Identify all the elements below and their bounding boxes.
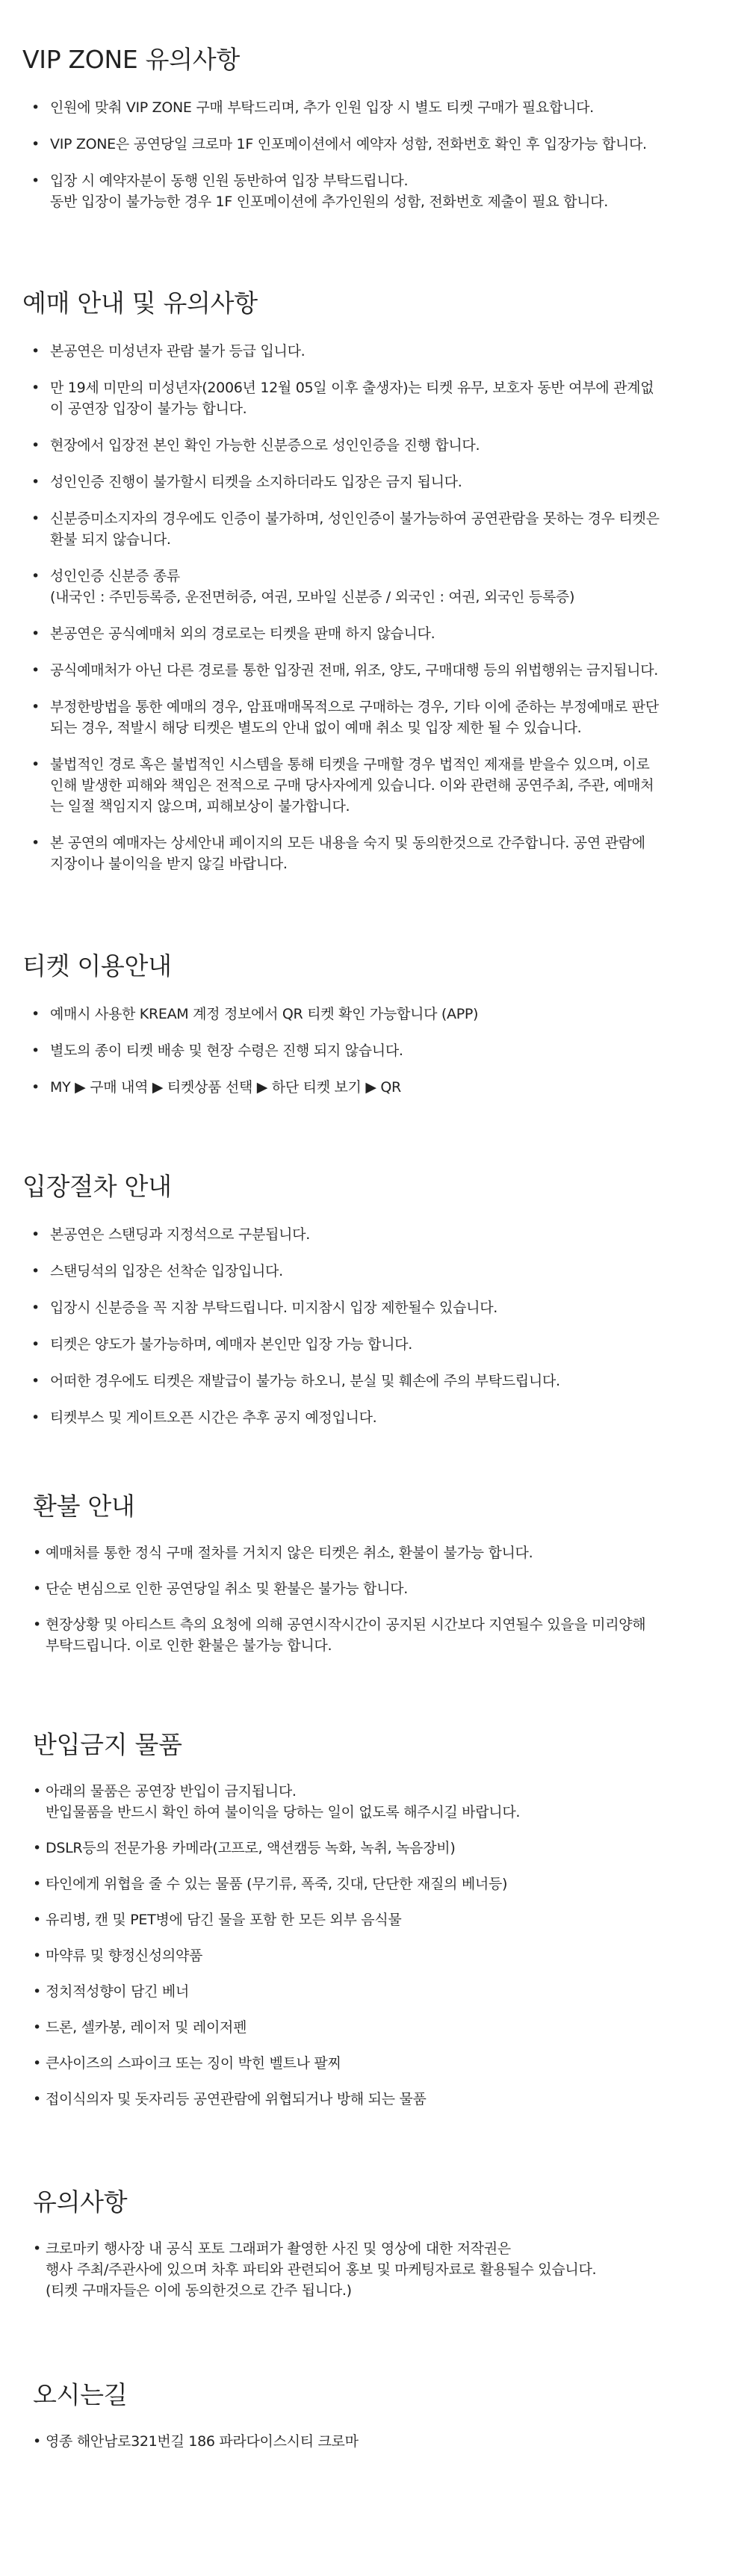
- list-item-text: 공식예매처가 아닌 다른 경로를 통한 입장권 전매, 위조, 양도, 구매대행 등의 위법행위는 금지됩니다.: [50, 662, 658, 679]
- list-item: [22, 1224, 740, 1245]
- bullet-icon: •: [31, 835, 40, 851]
- list-item: [22, 1334, 740, 1355]
- bullet-icon: •: [31, 380, 40, 396]
- list-item-text: MY ▶ 구매 내역 ▶ 티켓상품 선택 ▶ 하단 티켓 보기 ▶ QR: [50, 1079, 401, 1096]
- list-item-text: 본 공연의 예매자는 상세안내 페이지의 모든 내용을 숙지 및 동의한것으로 간주합니다. 공연 관람에 지장이나 불이익을 받지 않길 바랍니다.: [50, 835, 645, 872]
- list-item: [22, 377, 740, 419]
- list-item-text: 만 19세 미만의 미성년자(2006년 12월 05일 이후 출생자)는 티켓 유무, 보호자 동반 여부에 관계없 이 공연장 입장이 불가능 합니다.: [50, 380, 654, 417]
- list-item: [22, 1407, 740, 1428]
- bullet-icon: •: [33, 1840, 41, 1856]
- bullet-icon: •: [31, 136, 40, 152]
- list-item-text: 입장시 신분증을 꼭 지참 부탁드립니다. 미지참시 입장 제한될수 있습니다.: [50, 1300, 498, 1316]
- list-item: [22, 1077, 740, 1098]
- list-item: [33, 1874, 728, 1894]
- list-item-text: 스탠딩석의 입장은 선착순 입장입니다.: [50, 1263, 283, 1279]
- list-item-text: 정치적성향이 담긴 베너: [46, 1983, 190, 2000]
- bullet-icon: •: [31, 699, 40, 715]
- list-item-text: 부정한방법을 통한 예매의 경우, 암표매매목적으로 구매하는 경우, 기타 이에 준하는 부정예매로 판단 되는 경우, 적발시 해당 티켓은 별도의 안내 없이 예매 취소 및 입장 제한 될 수 있습니다.: [50, 699, 659, 736]
- notice-list: [22, 1224, 740, 1428]
- notice-list: [33, 2238, 728, 2301]
- bullet-icon: •: [31, 99, 40, 116]
- list-item: [33, 2053, 728, 2074]
- section-directions: [33, 2379, 728, 2467]
- list-item-text: 불법적인 경로 혹은 불법적인 시스템을 통해 티켓을 구매할 경우 법적인 제재를 받을수 있으며, 이로 인해 발생한 피해와 책임은 전적으로 구매 당사자에게 있습니다. 이와 관련해 공연주최, 주관, 예매처 는 일절 책임지지 않으며, 피해보상이 불가합니다.: [50, 756, 654, 815]
- list-item-text: 티켓부스 및 게이트오픈 시간은 추후 공지 예정입니다.: [50, 1409, 377, 1426]
- list-item: [33, 1945, 728, 1966]
- list-item-text: 단순 변심으로 인한 공연당일 취소 및 환불은 불가능 합니다.: [46, 1581, 408, 1597]
- list-item: [22, 341, 740, 362]
- list-item: [22, 435, 740, 456]
- bullet-icon: •: [31, 173, 40, 189]
- list-item-text: 신분증미소지자의 경우에도 인증이 불가하며, 성인인증이 불가능하여 공연관람을 못하는 경우 티켓은 환불 되지 않습니다.: [50, 510, 660, 548]
- list-item-text: 드론, 셀카봉, 레이저 및 레이저펜: [46, 2019, 247, 2036]
- bullet-icon: •: [31, 510, 40, 527]
- list-item: [22, 1297, 740, 1318]
- list-item: [22, 623, 740, 644]
- section-title: 유의사항: [33, 2187, 128, 2217]
- list-item: [33, 2089, 728, 2110]
- bullet-icon: •: [31, 756, 40, 773]
- section-vip-zone: [22, 43, 740, 228]
- list-item: [33, 1781, 728, 1823]
- list-item-text: 본공연은 공식예매처 외의 경로로는 티켓을 판매 하지 않습니다.: [50, 626, 436, 642]
- section-booking-notice: [22, 287, 740, 890]
- section-title: 오시는길: [33, 2380, 128, 2409]
- notice-list: [22, 97, 740, 212]
- bullet-icon: •: [31, 626, 40, 642]
- section-title: 환불 안내: [33, 1492, 135, 1521]
- list-item: [33, 1838, 728, 1859]
- bullet-icon: •: [31, 437, 40, 454]
- bullet-icon: •: [31, 1409, 40, 1426]
- list-item: [22, 97, 740, 118]
- list-item-text: 현장상황 및 아티스트 측의 요청에 의해 공연시작시간이 공지된 시간보다 지연될수 있을을 미리양해 부탁드립니다. 이로 인한 환불은 불가능 합니다.: [46, 1616, 646, 1654]
- list-item: [33, 2238, 728, 2301]
- list-item-text: 예매시 사용한 KREAM 계정 정보에서 QR 티켓 확인 가능합니다 (APP): [50, 1006, 479, 1022]
- bullet-icon: •: [33, 1876, 41, 1892]
- list-item: [22, 1004, 740, 1025]
- section-prohibited-items: [33, 1729, 728, 2125]
- bullet-icon: •: [33, 1616, 41, 1633]
- list-item: [22, 508, 740, 550]
- bullet-icon: •: [33, 2091, 41, 2107]
- list-item-text: 어떠한 경우에도 티켓은 재발급이 불가능 하오니, 분실 및 훼손에 주의 부탁드립니다.: [50, 1373, 560, 1389]
- list-item-text: 크로마키 행사장 내 공식 포토 그래퍼가 촬영한 사진 및 영상에 대한 저작권은 행사 주최/주관사에 있으며 차후 파티와 관련되어 홍보 및 마케팅자료로 활용될수 있습니다. (티켓 구매자들은 이에 동의한것으로 간주 됩니다.): [46, 2240, 597, 2299]
- list-item-text: 인원에 맞춰 VIP ZONE 구매 부탁드리며, 추가 인원 입장 시 별도 티켓 구매가 필요합니다.: [50, 99, 594, 116]
- bullet-icon: •: [33, 2433, 41, 2450]
- list-item-text: 성인인증 신분증 종류 (내국인 : 주민등록증, 운전면허증, 여권, 모바일 신분증 / 외국인 : 여권, 외국인 등록증): [50, 568, 575, 605]
- bullet-icon: •: [33, 1948, 41, 1964]
- list-item: [22, 1040, 740, 1061]
- list-item: [22, 660, 740, 681]
- bullet-icon: •: [31, 1336, 40, 1353]
- notice-list: [33, 1542, 728, 1656]
- bullet-icon: •: [31, 662, 40, 679]
- list-item: [33, 2017, 728, 2038]
- list-item-text: VIP ZONE은 공연당일 크로마 1F 인포메이션에서 예약자 성함, 전화번호 확인 후 입장가능 합니다.: [50, 136, 647, 152]
- list-item: [22, 566, 740, 608]
- bullet-icon: •: [31, 1226, 40, 1243]
- list-item-text: 마약류 및 향정신성의약품: [46, 1948, 203, 1964]
- list-item: [33, 2431, 728, 2452]
- list-item-text: 접이식의자 및 돗자리등 공연관람에 위협되거나 방해 되는 물품: [46, 2091, 427, 2107]
- notice-list: [22, 1004, 740, 1098]
- bullet-icon: •: [33, 2055, 41, 2072]
- list-item: [33, 1614, 728, 1656]
- list-item-text: 별도의 종이 티켓 배송 및 현장 수령은 진행 되지 않습니다.: [50, 1043, 403, 1059]
- list-item-text: 본공연은 미성년자 관람 불가 등급 입니다.: [50, 343, 306, 359]
- list-item: [22, 1261, 740, 1282]
- list-item-text: 현장에서 입장전 본인 확인 가능한 신분증으로 성인인증을 진행 합니다.: [50, 437, 480, 454]
- list-item: [22, 472, 740, 492]
- list-item: [33, 1578, 728, 1599]
- section-entry-procedure: [22, 1170, 740, 1444]
- list-item: [33, 1909, 728, 1930]
- list-item-text: 타인에게 위협을 줄 수 있는 물품 (무기류, 폭죽, 깃대, 단단한 재질의 베너등): [46, 1876, 508, 1892]
- list-item: [33, 1981, 728, 2002]
- bullet-icon: •: [33, 2240, 41, 2257]
- bullet-icon: •: [31, 1300, 40, 1316]
- list-item-text: 성인인증 진행이 불가할시 티켓을 소지하더라도 입장은 금지 됩니다.: [50, 474, 462, 490]
- list-item: [22, 134, 740, 155]
- list-item-text: 예매처를 통한 정식 구매 절차를 거치지 않은 티켓은 취소, 환불이 불가능 합니다.: [46, 1545, 533, 1561]
- section-precautions: [33, 2186, 728, 2316]
- section-title: 반입금지 물품: [33, 1730, 182, 1759]
- list-item: [22, 833, 740, 874]
- notice-list: [33, 1781, 728, 2110]
- notice-list: [33, 2431, 728, 2452]
- bullet-icon: •: [33, 1545, 41, 1561]
- list-item: [33, 1542, 728, 1563]
- list-item-text: 아래의 물품은 공연장 반입이 금지됩니다. 반입물품을 반드시 확인 하여 불이익을 당하는 일이 없도록 해주시길 바랍니다.: [46, 1783, 521, 1820]
- list-item: [22, 754, 740, 817]
- list-item: [22, 1371, 740, 1392]
- list-item: [22, 170, 740, 212]
- section-title: 예매 안내 및 유의사항: [22, 288, 258, 318]
- bullet-icon: •: [31, 1043, 40, 1059]
- bullet-icon: •: [31, 1263, 40, 1279]
- section-refund: [33, 1490, 728, 1671]
- bullet-icon: •: [33, 1983, 41, 2000]
- section-title: 티켓 이용안내: [22, 951, 172, 980]
- list-item-text: 큰사이즈의 스파이크 또는 징이 박힌 벨트나 팔찌: [46, 2055, 341, 2072]
- list-item-text: 티켓은 양도가 불가능하며, 예매자 본인만 입장 가능 합니다.: [50, 1336, 412, 1353]
- bullet-icon: •: [31, 568, 40, 584]
- bullet-icon: •: [33, 1581, 41, 1597]
- bullet-icon: •: [31, 1079, 40, 1096]
- bullet-icon: •: [31, 1373, 40, 1389]
- section-title: 입장절차 안내: [22, 1172, 172, 1201]
- bullet-icon: •: [31, 1006, 40, 1022]
- notice-list: [22, 341, 740, 874]
- bullet-icon: •: [31, 474, 40, 490]
- section-title: VIP ZONE 유의사항: [22, 45, 240, 74]
- bullet-icon: •: [33, 2019, 41, 2036]
- bullet-icon: •: [33, 1912, 41, 1928]
- list-item-text: DSLR등의 전문가용 카메라(고프로, 액션캠등 녹화, 녹취, 녹음장비): [46, 1840, 456, 1856]
- list-item: [22, 696, 740, 738]
- bullet-icon: •: [33, 1783, 41, 1800]
- section-ticket-usage: [22, 950, 740, 1114]
- list-item-text: 입장 시 예약자분이 동행 인원 동반하여 입장 부탁드립니다. 동반 입장이 불가능한 경우 1F 인포메이션에 추가인원의 성함, 전화번호 제출이 필요 합니다.: [50, 173, 608, 210]
- list-item-text: 유리병, 캔 및 PET병에 담긴 물을 포함 한 모든 외부 음식물: [46, 1912, 402, 1928]
- bullet-icon: •: [31, 343, 40, 359]
- list-item-text: 본공연은 스탠딩과 지정석으로 구분됩니다.: [50, 1226, 310, 1243]
- list-item-text: 영종 해안남로321번길 186 파라다이스시티 크로마: [46, 2433, 359, 2450]
